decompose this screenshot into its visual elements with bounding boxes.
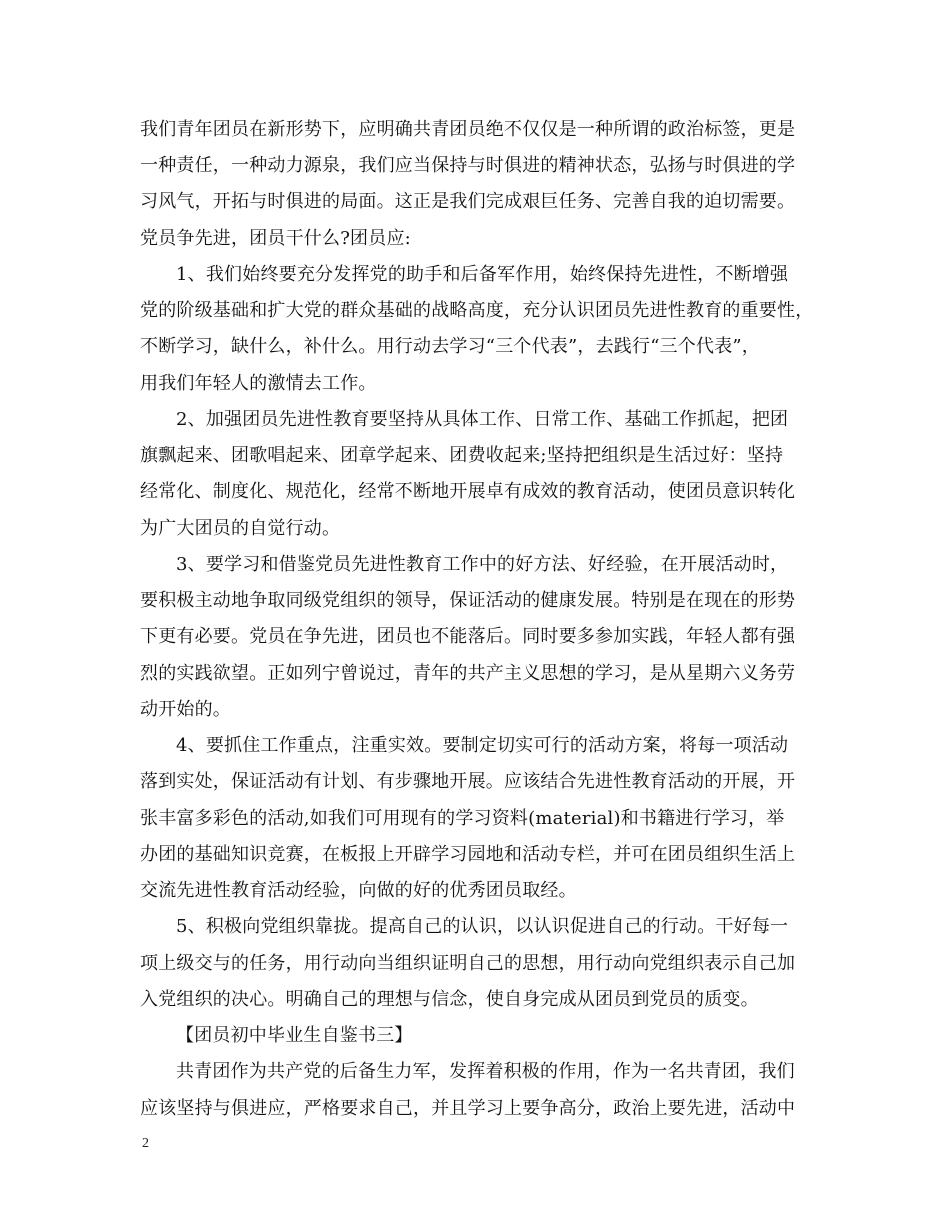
text-line: 我们青年团员在新形势下，应明确共青团员绝不仅仅是一种所谓的政治标签，更是 (140, 119, 796, 140)
text-line: 为广大团员的自觉行动。 (140, 518, 341, 539)
paragraph-5-start: 5、积极向党组织靠拢。提高自己的认识，以认识促进自己的行动。干好每一 (176, 916, 789, 937)
paragraph-6-start: 共青团作为共产党的后备生力军，发挥着积极的作用，作为一名共青团，我们 (176, 1061, 795, 1082)
text-line: 办团的基础知识竞赛，在板报上开辟学习园地和活动专栏，并可在团员组织生活上 (140, 844, 796, 865)
text-line: 旗飘起来、团歌唱起来、团章学起来、团费收起来;坚持把组织是生活过好：坚持 (140, 445, 784, 466)
text-line: 入党组织的决心。明确自己的理想与信念，使自身完成从团员到党员的质变。 (140, 989, 759, 1010)
text-line: 党员争先进，团员干什么?团员应: (140, 228, 411, 249)
text-line: 烈的实践欲望。正如列宁曾说过，青年的共产主义思想的学习，是从星期六义务劳 (140, 663, 796, 684)
text-line: 用我们年轻人的激情去工作。 (140, 373, 377, 394)
text-line: 张丰富多彩色的活动,如我们可用现有的学习资料(material)和书籍进行学习，举 (140, 808, 785, 829)
text-line: 交流先进性教育活动经验，向做的好的优秀团员取经。 (140, 880, 577, 901)
text-line: 下更有必要。党员在争先进，团员也不能落后。同时要多参加实践，年轻人都有强 (140, 626, 796, 647)
paragraph-4-start: 4、要抓住工作重点，注重实效。要制定切实可行的活动方案，将每一项活动 (176, 735, 789, 756)
text-line: 一种责任，一种动力源泉，我们应当保持与时俱进的精神状态，弘扬与时俱进的学 (140, 155, 796, 176)
text-line: 应该坚持与俱进应，严格要求自己，并且学习上要争高分，政治上要先进，活动中 (140, 1098, 796, 1119)
paragraph-1-start: 1、我们始终要充分发挥党的助手和后备军作用，始终保持先进性，不断增强 (176, 264, 789, 285)
text-line: 党的阶级基础和扩大党的群众基础的战略高度，充分认识团员先进性教育的重要性， (140, 300, 814, 321)
page-number: 2 (142, 1136, 149, 1151)
text-line: 不断学习，缺什么，补什么。用行动去学习“三个代表”，去践行“三个代表”， (140, 336, 761, 357)
text-line: 要积极主动地争取同级党组织的领导，保证活动的健康发展。特别是在现在的形势 (140, 590, 796, 611)
text-line: 动开始的。 (140, 699, 231, 720)
paragraph-3-start: 3、要学习和借鉴党员先进性教育工作中的好方法、好经验，在开展活动时， (176, 554, 789, 575)
section-heading: 【团员初中毕业生自鉴书三】 (176, 1025, 413, 1046)
text-line: 项上级交与的任务，用行动向当组织证明自己的思想，用行动向党组织表示自己加 (140, 953, 796, 974)
paragraph-2-start: 2、加强团员先进性教育要坚持从具体工作、日常工作、基础工作抓起，把团 (176, 409, 789, 430)
text-line: 落到实处，保证活动有计划、有步骤地开展。应该结合先进性教育活动的开展，开 (140, 771, 796, 792)
text-line: 习风气，开拓与时俱进的局面。这正是我们完成艰巨任务、完善自我的迫切需要。 (140, 191, 796, 212)
text-line: 经常化、制度化、规范化，经常不断地开展卓有成效的教育活动，使团员意识转化 (140, 481, 796, 502)
